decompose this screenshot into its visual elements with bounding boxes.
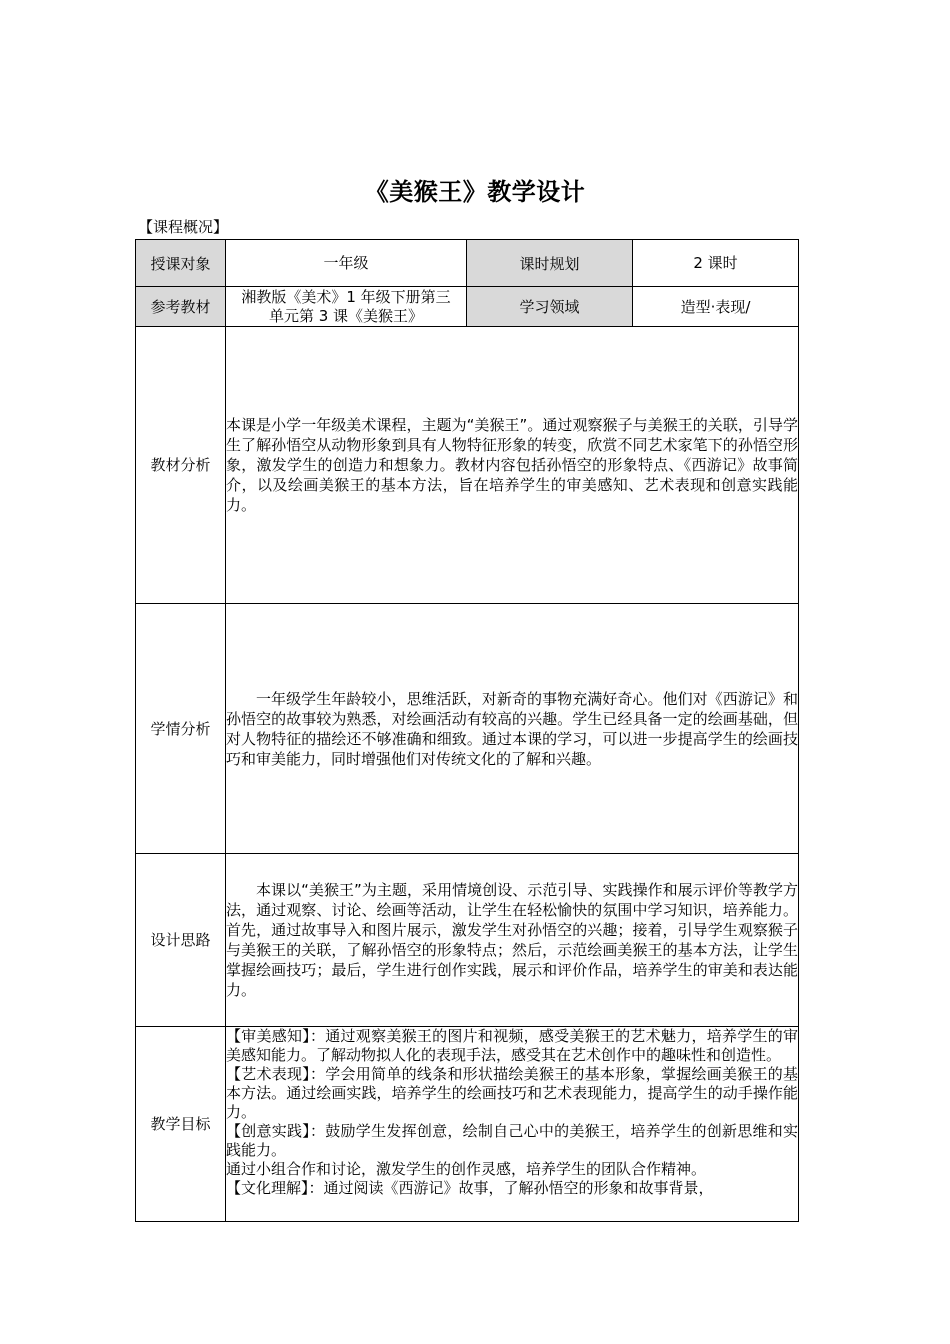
- hours-value: 2 课时: [633, 240, 799, 287]
- overview-row-1: [136, 240, 799, 287]
- lesson-design-table: [135, 239, 799, 1222]
- hours-label: 课时规划: [467, 240, 633, 287]
- teaching-goals-cell: [226, 1027, 799, 1222]
- material-analysis-label: 教材分析: [136, 327, 226, 604]
- teaching-goals-row: [136, 1027, 799, 1222]
- target-value: 一年级: [226, 240, 467, 287]
- student-analysis-row: [136, 604, 799, 854]
- goal-artistic-expression: 【艺术表现】：学会用简单的线条和形状描绘美猴王的基本形象，掌握绘画美猴王的基本方法。通过绘画实践，培养学生的绘画技巧和艺术表现能力，提高学生的动手操作能力。: [226, 1065, 798, 1121]
- domain-label: 学习领域: [467, 287, 633, 327]
- document-title: 《美猴王》教学设计: [364, 178, 586, 206]
- domain-value: 造型·表现/: [633, 287, 799, 327]
- goal-cultural-understanding: 【文化理解】：通过阅读《西游记》故事，了解孙悟空的形象和故事背景，: [226, 1179, 714, 1197]
- student-analysis-label: 学情分析: [136, 604, 226, 854]
- textbook-label: 参考教材: [136, 287, 226, 327]
- section-heading-course-overview: 【课程概况】: [138, 218, 229, 236]
- design-idea-label: 设计思路: [136, 854, 226, 1027]
- teaching-goals-label: 教学目标: [136, 1027, 226, 1222]
- design-idea-row: [136, 854, 799, 1027]
- material-analysis-text: 本课是小学一年级美术课程，主题为“美猴王”。通过观察猴子与美猴王的关联，引导学生了解孙悟空从动物形象到具有人物特征形象的转变，欣赏不同艺术家笔下的孙悟空形象，激发学生的创造力和想象力。教材内容包括孙悟空的形象特点、《西游记》故事简介，以及绘画美猴王的基本方法，旨在培养学生的审美感知、艺术表现和创意实践能力。: [226, 327, 799, 604]
- textbook-value: 湘教版《美术》1 年级下册第三单元第 3 课《美猴王》: [226, 287, 467, 327]
- student-analysis-text: 一年级学生年龄较小，思维活跃，对新奇的事物充满好奇心。他们对《西游记》和孙悟空的故事较为熟悉，对绘画活动有较高的兴趣。学生已经具备一定的绘画基础，但对人物特征的描绘还不够准确和细致。通过本课的学习，可以进一步提高学生的绘画技巧和审美能力，同时增强他们对传统文化的了解和兴趣。: [226, 604, 799, 854]
- goal-aesthetic-perception: 【审美感知】：通过观察美猴王的图片和视频，感受美猴王的艺术魅力，培养学生的审美感知能力。了解动物拟人化的表现手法，感受其在艺术创作中的趣味性和创造性。: [226, 1027, 798, 1064]
- material-analysis-row: [136, 327, 799, 604]
- goal-teamwork: 通过小组合作和讨论，激发学生的创作灵感，培养学生的团队合作精神。: [226, 1160, 707, 1178]
- goal-creative-practice: 【创意实践】：鼓励学生发挥创意，绘制自己心中的美猴王，培养学生的创新思维和实践能力。: [226, 1122, 798, 1159]
- target-label: 授课对象: [136, 240, 226, 287]
- overview-row-2: [136, 287, 799, 327]
- design-idea-text: 本课以“美猴王”为主题，采用情境创设、示范引导、实践操作和展示评价等教学方法，通过观察、讨论、绘画等活动，让学生在轻松愉快的氛围中学习知识，培养能力。首先，通过故事导入和图片展示，激发学生对孙悟空的兴趣；接着，引导学生观察猴子与美猴王的关联，了解孙悟空的形象特点；然后，示范绘画美猴王的基本方法，让学生掌握绘画技巧；最后，学生进行创作实践，展示和评价作品，培养学生的审美和表达能力。: [226, 854, 799, 1027]
